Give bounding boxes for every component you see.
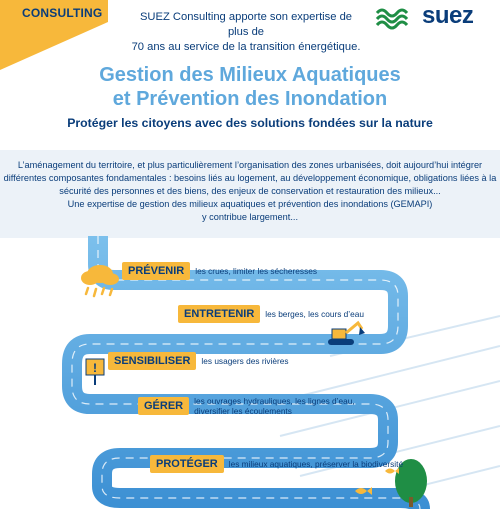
step-description: les crues, limiter les sécheresses [195, 266, 317, 276]
step-entretenir [178, 305, 364, 323]
svg-text:!: ! [93, 361, 97, 375]
step-sensibiliser [108, 352, 289, 370]
description-line: Une expertise de gestion des milieux aquatiques et prévention des inondations (GEMAPI) [67, 199, 433, 209]
intro-line-1: SUEZ Consulting apporte son expertise de plus de [139, 11, 353, 38]
step-label: PROTÉGER [150, 455, 224, 473]
step-description: les usagers des rivières [201, 356, 289, 366]
step-description-line: les ouvrages hydrauliques, les lignes d’eau, [194, 396, 355, 406]
step-prevenir [122, 262, 317, 280]
warning-sign-icon [86, 359, 104, 385]
step-label: PRÉVENIR [122, 262, 190, 280]
description-line: y contribue largement... [201, 212, 298, 222]
main-title-line-2: et Prévention des Inondation [112, 88, 388, 110]
description-line: L’aménagement du territoire, et plus particulièrement l’organisation des zones urbanisées, doit aujourd’hui intégrer [17, 160, 483, 170]
rain-cloud-icon [81, 265, 119, 296]
step-description-line: diversifier les écoulements [194, 406, 292, 416]
description-band [0, 150, 500, 238]
intro-line-2: 70 ans au service de la transition énergétique. [131, 41, 361, 53]
step-proteger [150, 455, 403, 473]
step-label: GÉRER [138, 397, 189, 415]
step-description [194, 396, 355, 416]
step-label: ENTRETENIR [178, 305, 260, 323]
description-line: différentes composantes fondamentales : besoins liés au logement, au développement économique, obligations liées à la [3, 173, 497, 183]
description-line: sécurité des personnes et des biens, des enjeux de conservation et restauration des milieux... [59, 186, 441, 196]
step-description: les berges, les cours d’eau [265, 309, 364, 319]
step-label: SENSIBILISER [108, 352, 196, 370]
suez-logo-text: suez [422, 2, 474, 29]
main-title-line-1: Gestion des Milieux Aquatiques [99, 64, 401, 86]
step-gerer [138, 396, 355, 416]
consulting-tag: CONSULTING [22, 6, 103, 20]
step-description: les milieux aquatiques, préserver la biodiversité [228, 459, 404, 469]
subtitle: Protéger les citoyens avec des solutions fondées sur la nature [67, 116, 433, 130]
intro-text [130, 10, 362, 55]
